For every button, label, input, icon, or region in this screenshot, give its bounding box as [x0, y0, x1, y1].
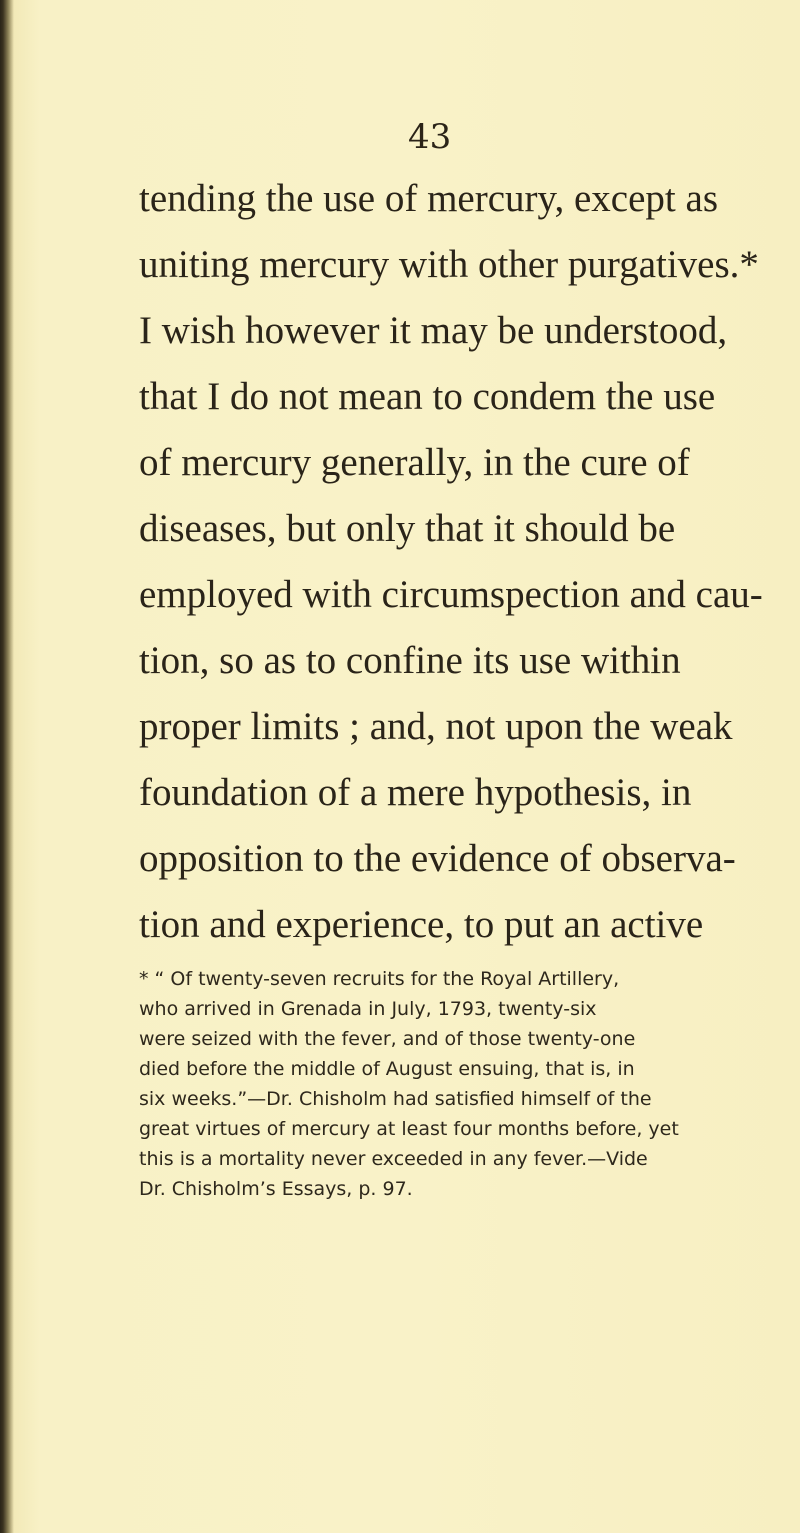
body-line: proper limits ; and, not upon the weak — [139, 705, 733, 748]
footnote-line: were seized with the fever, and of those twenty-one — [139, 1028, 636, 1050]
body-line: that I do not mean to condem the use — [139, 375, 716, 418]
footnote-line: died before the middle of August ensuing, that is, in — [139, 1058, 635, 1080]
footnote — [139, 964, 769, 1204]
body-line: opposition to the evidence of observa- — [139, 837, 736, 880]
footnote-line: great virtues of mercury at least four months before, yet — [139, 1118, 679, 1140]
book-binding-edge — [0, 0, 14, 1533]
body-line: of mercury generally, in the cure of — [139, 441, 690, 484]
body-line: tending the use of mercury, except as — [139, 177, 719, 220]
body-line: uniting mercury with other purgatives.* — [139, 243, 759, 286]
body-line: diseases, but only that it should be — [139, 507, 676, 550]
body-text — [139, 166, 769, 958]
body-line: tion and experience, to put an active — [139, 903, 704, 946]
footnote-line: this is a mortality never exceeded in any fever.—Vide — [139, 1148, 648, 1170]
footnote-line: * “ Of twenty-seven recruits for the Royal Artillery, — [139, 968, 620, 990]
footnote-line: Dr. Chisholm’s Essays, p. 97. — [139, 1178, 413, 1200]
body-line: foundation of a mere hypothesis, in — [139, 771, 692, 814]
footnote-line: who arrived in Grenada in July, 1793, twenty-six — [139, 998, 597, 1020]
body-line: employed with circumspection and cau- — [139, 573, 763, 616]
body-line: I wish however it may be understood, — [139, 309, 728, 352]
body-line: tion, so as to confine its use within — [139, 639, 681, 682]
page-number: 43 — [408, 117, 452, 157]
footnote-line: six weeks.”—Dr. Chisholm had satisfied himself of the — [139, 1088, 652, 1110]
